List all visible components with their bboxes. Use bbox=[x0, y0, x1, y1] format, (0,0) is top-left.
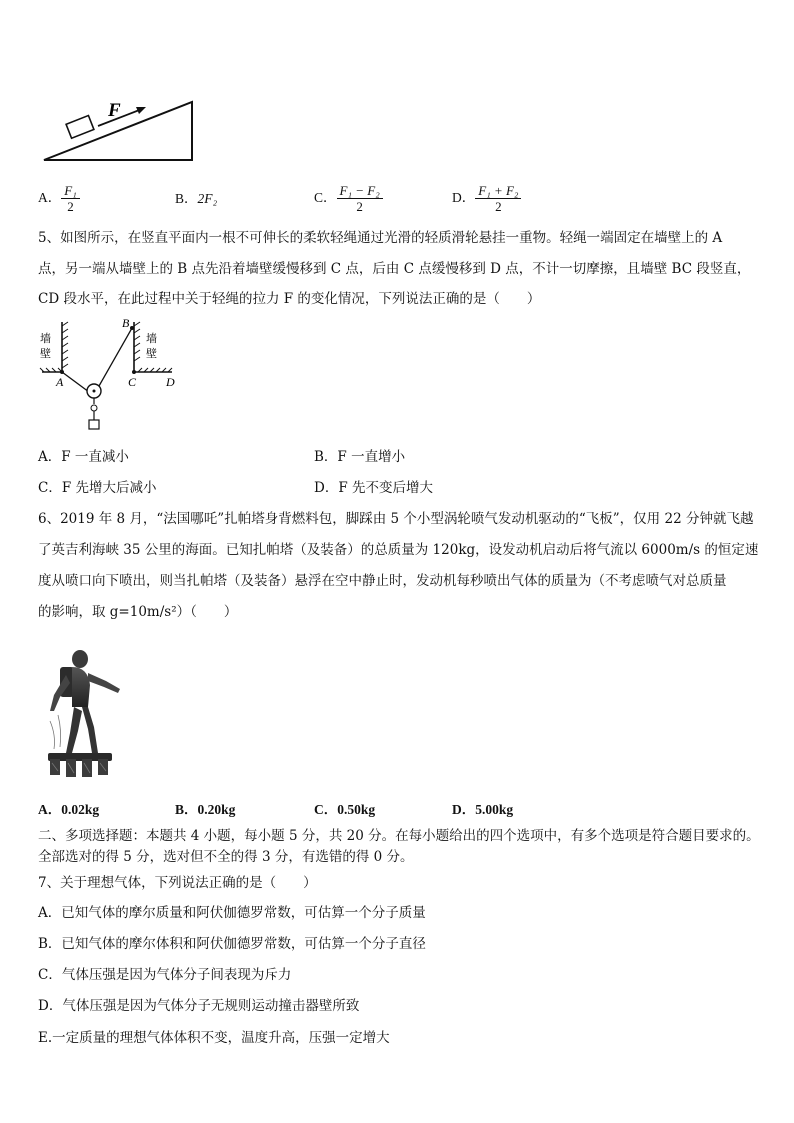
right-wall-label-1: 墙 bbox=[146, 333, 157, 345]
q7-option-e: E.一定质量的理想气体体积不变，温度升高，压强一定增大 bbox=[38, 1030, 390, 1046]
q5-stem-line-2: 点，另一端从墙壁上的 B 点先沿着墙壁缓慢移到 C 点，后由 C 点缓慢移到 D 点，不计一切摩擦，且墙壁 BC 段竖直， bbox=[38, 261, 751, 277]
label-c: C bbox=[128, 375, 137, 389]
q4-option-a: A． $\frac{\text{F₁}}{2}$ bbox=[38, 183, 80, 214]
label-d: D bbox=[166, 375, 175, 389]
left-wall-label-1: 墙 bbox=[40, 333, 51, 345]
q6-option-c: C．0.50kg bbox=[314, 802, 376, 817]
q4-option-b: B．2F₂ bbox=[175, 191, 218, 206]
block bbox=[66, 116, 94, 139]
q6-option-b: B．0.20kg bbox=[175, 802, 236, 817]
q6-stem-line-2: 了英吉利海峡 35 公里的海面。已知扎帕塔（及装备）的总质量为 120kg，设发动机启动后将气流以 6000m/s 的恒定速 bbox=[38, 542, 759, 558]
right-wall-label-2: 壁 bbox=[146, 348, 157, 360]
q6-stem-line-1: 6、2019 年 8 月，“法国哪吒”扎帕塔身背燃料包，脚踩由 5 个小型涡轮喷气发动机驱动的“飞板”，仅用 22 分钟就飞越 bbox=[38, 511, 754, 527]
q5-option-d: D．F 先不变后增大 bbox=[314, 480, 433, 496]
label-b: B bbox=[122, 316, 130, 330]
q7-option-a: A．已知气体的摩尔质量和阿伏伽德罗常数，可估算一个分子质量 bbox=[38, 905, 426, 921]
q5-stem-line-1: 5、如图所示，在竖直平面内一根不可伸长的柔软轻绳通过光滑的轻质滑轮悬挂一重物。轻绳一端固定在墙壁上的 A bbox=[38, 230, 723, 246]
q7-stem: 7、关于理想气体，下列说法正确的是（ ） bbox=[38, 875, 317, 891]
q5-option-a: A．F 一直减小 bbox=[38, 449, 129, 465]
q6-stem-line-3: 度从喷口向下喷出，则当扎帕塔（及装备）悬浮在空中静止时，发动机每秒喷出气体的质量为（不考虑喷气对总质量 bbox=[38, 573, 727, 589]
force-arrow-head bbox=[136, 107, 146, 114]
q6-option-a: A．0.02kg bbox=[38, 802, 100, 817]
q7-option-c: C．气体压强是因为气体分子间表现为斥力 bbox=[38, 967, 292, 983]
q4-option-d: D． $\frac{\text{F₁ + F₂}}{2}$ bbox=[452, 183, 521, 214]
q7-option-d: D．气体压强是因为气体分子无规则运动撞击器壁所致 bbox=[38, 998, 360, 1014]
section2-line-1: 二、多项选择题：本题共 4 小题，每小题 5 分，共 20 分。在每小题给出的四个选项中，有多个选项是符合题目要求的。 bbox=[38, 828, 760, 844]
q5-stem-line-3: CD 段水平，在此过程中关于轻绳的拉力 F 的变化情况，下列说法正确的是（ ） bbox=[38, 291, 541, 307]
q6-option-d: D．5.00kg bbox=[452, 802, 514, 817]
left-wall-label-2: 壁 bbox=[40, 348, 51, 360]
label-a: A bbox=[56, 375, 64, 389]
q7-option-b: B．已知气体的摩尔体积和阿伏伽德罗常数，可估算一个分子直径 bbox=[38, 936, 426, 952]
q5-option-b: B．F 一直增小 bbox=[314, 449, 406, 465]
incline-figure bbox=[40, 96, 200, 164]
q6-stem-line-4: 的影响，取 g=10m/s²）（ ） bbox=[38, 604, 238, 620]
rope-a bbox=[62, 372, 89, 392]
pulley-figure bbox=[38, 316, 188, 438]
flyboard-photo bbox=[36, 645, 128, 781]
q5-option-c: C．F 先增大后减小 bbox=[38, 480, 157, 496]
section2-line-2: 全部选对的得 5 分，选对但不全的得 3 分，有选错的得 0 分。 bbox=[38, 849, 414, 865]
q4-option-c: C． $\frac{\text{F₁ − F₂}}{2}$ bbox=[314, 183, 383, 214]
weight bbox=[89, 420, 99, 429]
force-label: F bbox=[108, 100, 121, 121]
